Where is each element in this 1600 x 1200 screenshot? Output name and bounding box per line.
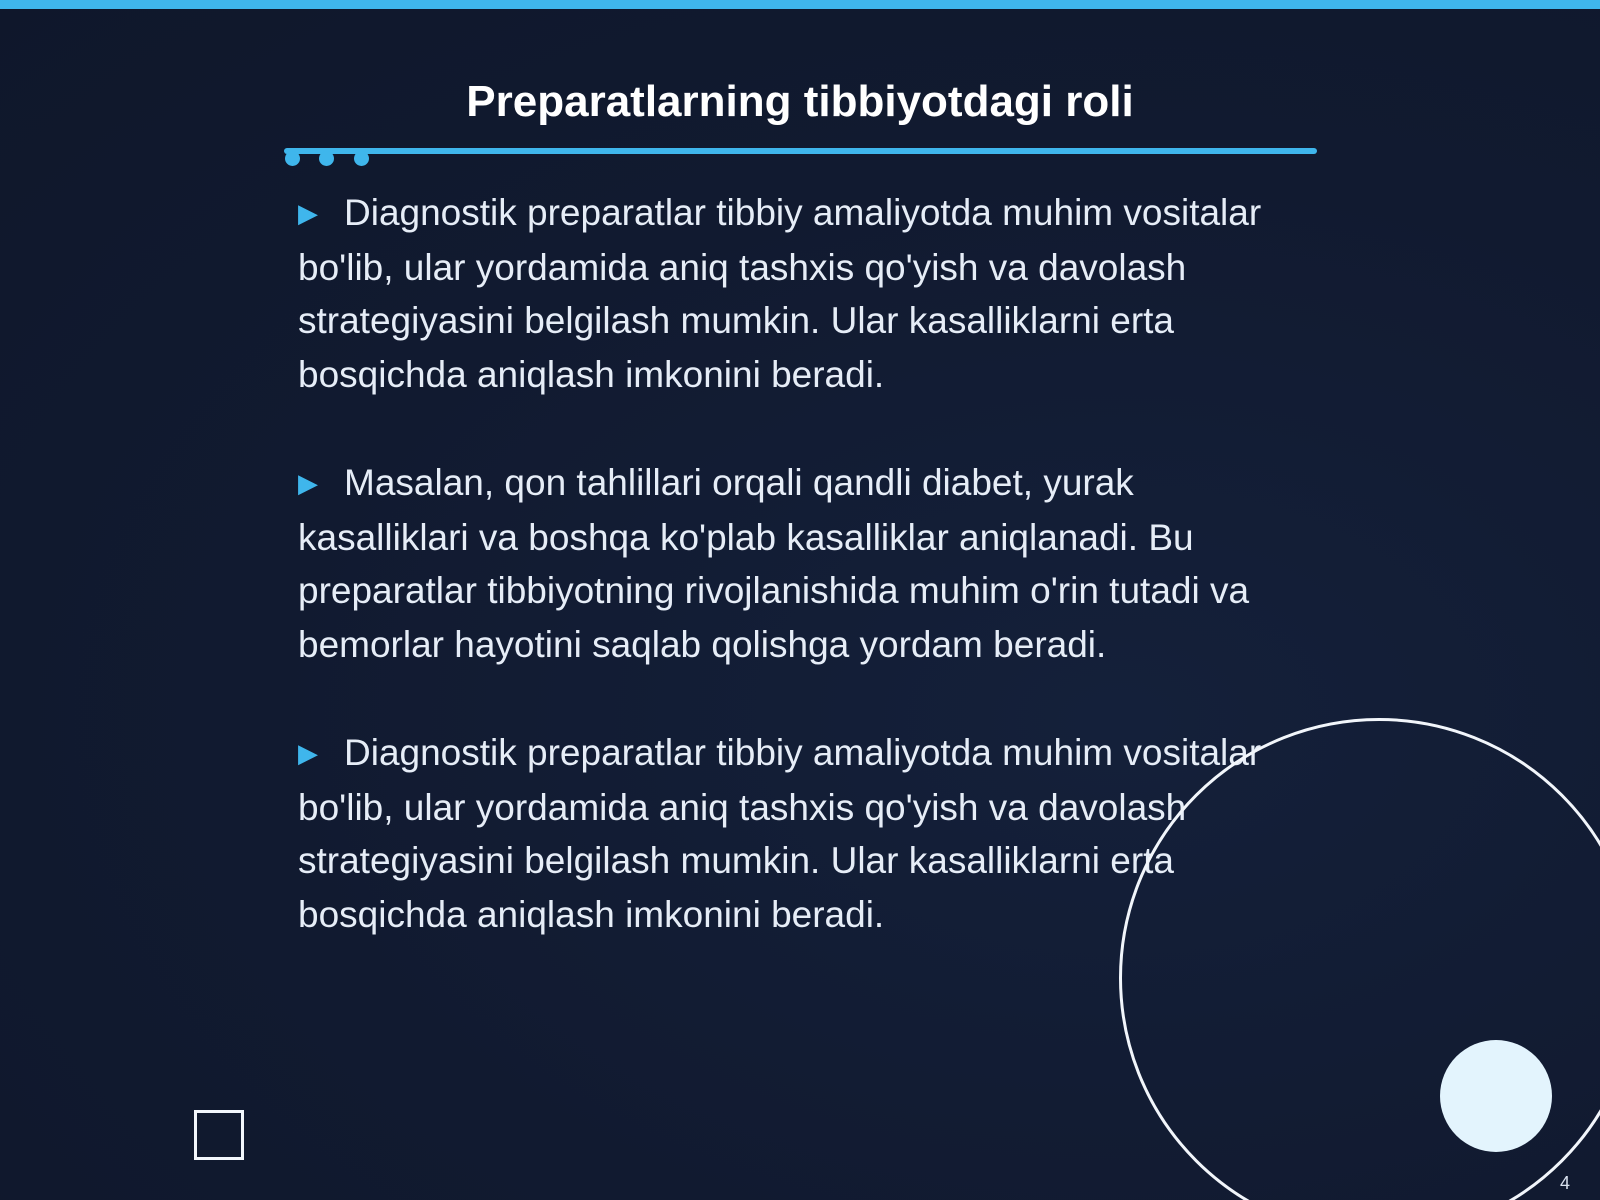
title-underline [284,148,1317,154]
triangle-right-icon: ▶ [298,198,318,228]
decorative-square [194,1110,244,1160]
decorative-dot [319,151,334,166]
bullet-item [298,186,1278,401]
decorative-dot [354,151,369,166]
slide-title: Preparatlarning tibbiyotdagi roli [466,77,1134,126]
decorative-dot [285,151,300,166]
triangle-right-icon: ▶ [298,738,318,768]
bullet-text: Diagnostik preparatlar tibbiy amaliyotda muhim vositalar bo'lib, ular yordamida aniq tashxis qo'yish va davolash strategiyasini belgilash mumkin. Ular kasalliklarni erta bosqichda aniqlash imkonini beradi. [298,192,1262,395]
bullet-text: Masalan, qon tahlillari orqali qandli diabet, yurak kasalliklari va boshqa ko'plab kasalliklar aniqlanadi. Bu preparatlar tibbiyotning rivojlanishida muhim o'rin tutadi va bemorlar hayotini saqlab qolishga yordam beradi. [298,462,1250,665]
page-number: 4 [1559,1173,1570,1193]
bullet-item [298,456,1278,671]
decorative-circle [1440,1040,1552,1152]
top-accent-bar [0,0,1600,9]
triangle-right-icon: ▶ [298,468,318,498]
bullet-text: Diagnostik preparatlar tibbiy amaliyotda muhim vositalar bo'lib, ular yordamida aniq tashxis qo'yish va davolash strategiyasini belgilash mumkin. Ular kasalliklarni erta bosqichda aniqlash imkonini beradi. [298,732,1262,935]
bullet-list [298,186,1278,996]
